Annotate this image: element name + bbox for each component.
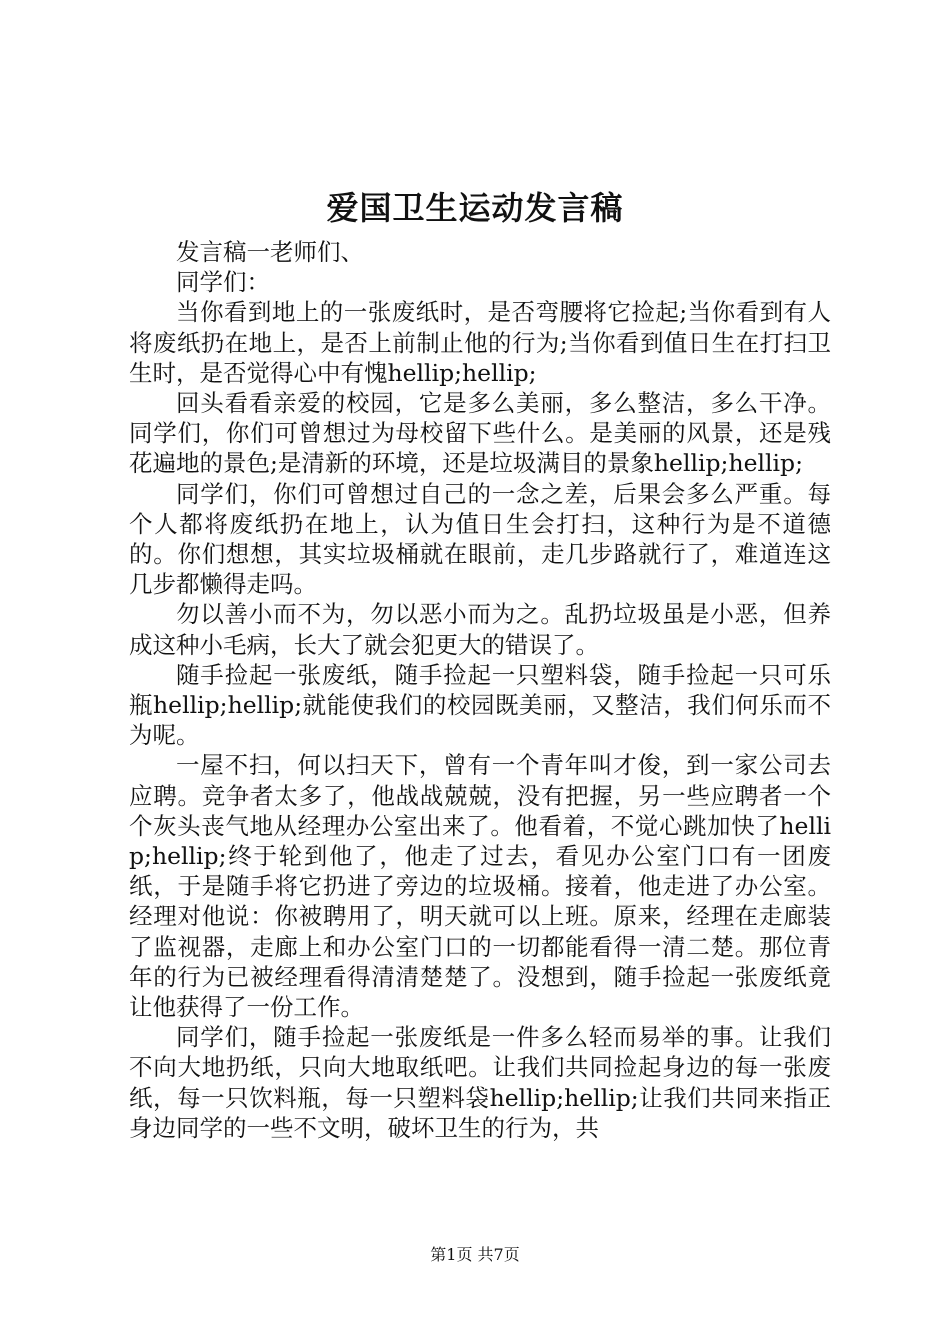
paragraph: 一屋不扫，何以扫天下，曾有一个青年叫才俊，到一家公司去应聘。竞争者太多了，他战战兢兢，没有把握，另一些应聘者一个个灰头丧气地从经理办公室出来了。他看着，不觉心跳加快了hellip;hellip;终于轮到他了，他走了过去，看见办公室门口有一团废纸，于是随手将它扔进了旁边的垃圾桶。接着，他走进了办公室。经理对他说：你被聘用了，明天就可以上班。原来，经理在走廊装了监视器，走廊上和办公室门口的一切都能看得一清二楚。那位青年的行为已被经理看得清清楚楚了。没想到，随手捡起一张废纸竟让他获得了一份工作。 xyxy=(129,751,831,1022)
paragraph: 同学们： xyxy=(176,268,270,297)
page-footer: 第1页 共7页 xyxy=(430,1245,520,1264)
paragraph: 发言稿一老师们、 xyxy=(176,238,364,266)
paragraph: 随手捡起一张废纸，随手捡起一只塑料袋，随手捡起一只可乐瓶hellip;hellip;就能使我们的校园既美丽，又整洁，我们何乐而不为呢。 xyxy=(129,660,831,750)
document-title: 爱国卫生运动发言稿 xyxy=(326,189,624,227)
paragraph: 同学们，你们可曾想过自己的一念之差，后果会多么严重。每个人都将废纸扔在地上，认为值日生会打扫，这种行为是不道德的。你们想想，其实垃圾桶就在眼前，走几步路就行了，难道连这几步都懒得走吗。 xyxy=(129,479,831,599)
paragraph: 回头看看亲爱的校园，它是多么美丽，多么整洁，多么干净。同学们，你们可曾想过为母校留下些什么。是美丽的风景，还是残花遍地的景色;是清新的环境，还是垃圾满目的景象hellip;hellip; xyxy=(129,389,831,478)
document-body xyxy=(129,237,831,1143)
paragraph: 当你看到地上的一张废纸时，是否弯腰将它捡起;当你看到有人将废纸扔在地上，是否上前制止他的行为;当你看到值日生在打扫卫生时，是否觉得心中有愧hellip;hellip; xyxy=(129,298,831,387)
paragraph: 勿以善小而不为，勿以恶小而为之。乱扔垃圾虽是小恶，但养成这种小毛病，长大了就会犯更大的错误了。 xyxy=(129,600,831,659)
paragraph: 同学们，随手捡起一张废纸是一件多么轻而易举的事。让我们不向大地扔纸，只向大地取纸吧。让我们共同捡起身边的每一张废纸，每一只饮料瓶，每一只塑料袋hellip;hellip;让我们共同来指正身边同学的一些不文明，破坏卫生的行为，共 xyxy=(129,1023,831,1142)
